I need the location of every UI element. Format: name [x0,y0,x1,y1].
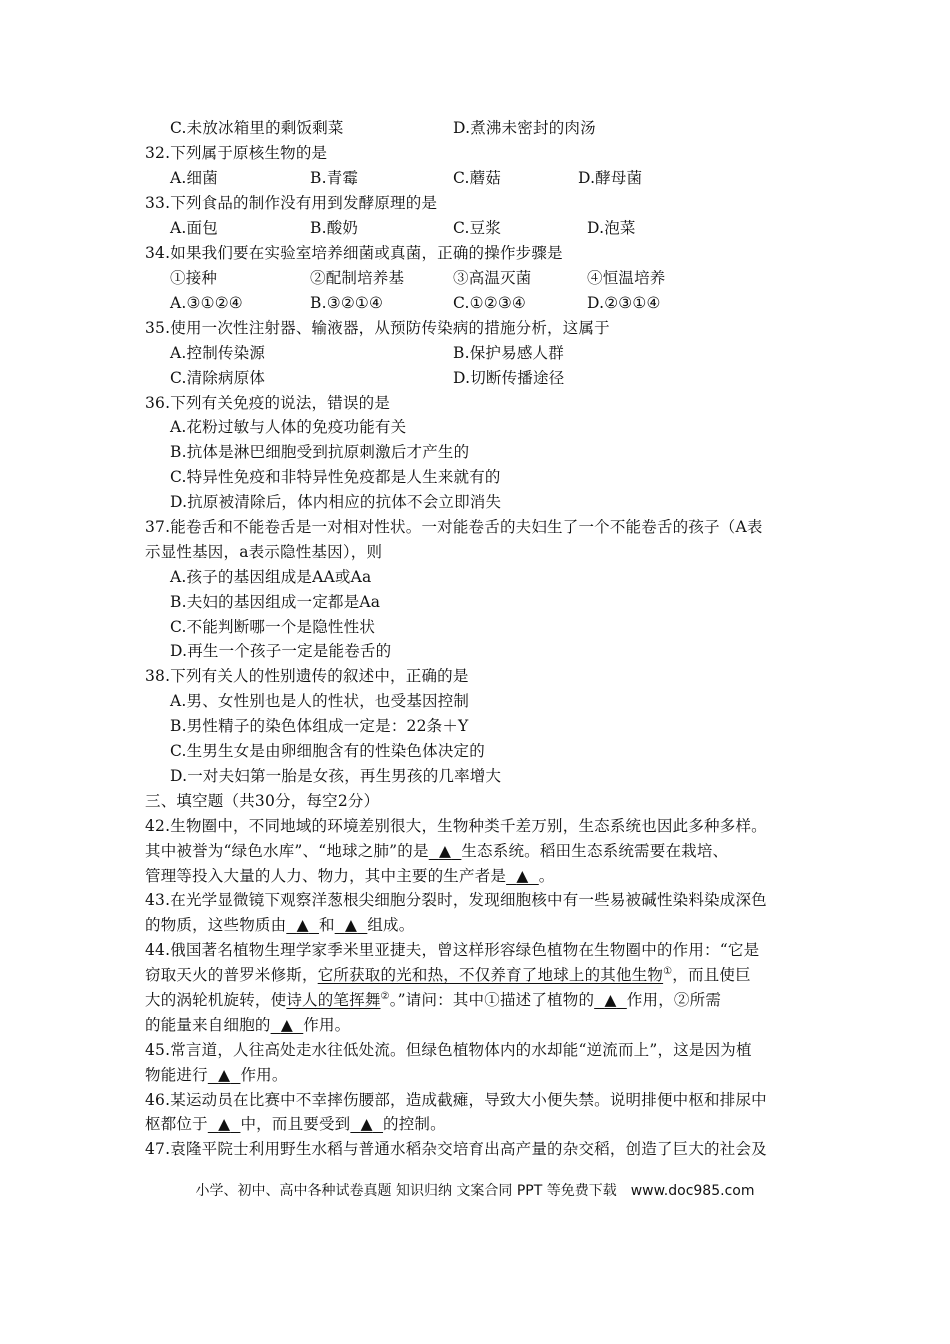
footnote-marker-2: ② [380,990,390,1002]
q33-stem: 33.下列食品的制作没有用到发酵原理的是 [145,194,438,212]
q42-line-3 [145,865,554,887]
q37-stem-line-2: 示显性基因，a表示隐性基因），则 [145,543,383,561]
q43-text: 组成。 [367,916,415,934]
answer-blank [506,867,539,885]
q34-option-b: B.③②①④ [310,294,384,312]
q43-line-2 [145,914,414,936]
q32-options-row [170,167,643,189]
q44-text: 大的涡轮机旋转，使 [145,991,287,1009]
q44-line-3 [145,989,721,1011]
q35-option-c: C.清除病原体 [170,369,266,387]
q35-option-b: B.保护易感人群 [453,344,564,362]
triangle-icon: ▲ [218,1115,231,1133]
q34-step-2: ②配制培养基 [310,269,405,287]
q45-text: 物能进行 [145,1066,208,1084]
q35-stem: 35.使用一次性注射器、输液器，从预防传染病的措施分析，这属于 [145,319,610,337]
q44-text: 作用。 [303,1016,351,1034]
q32-option-c: C.蘑菇 [453,169,502,187]
q42-text: 其中被誉为“绿色水库”、“地球之肺”的是 [145,842,429,860]
q44-line-1: 44.俄国著名植物生理学家季米里亚捷夫，曾这样形容绿色植物在生物圈中的作用：“它是 [145,941,760,959]
triangle-icon: ▲ [438,842,452,860]
answer-blank [335,916,368,934]
triangle-icon: ▲ [280,1016,293,1034]
q34-option-c: C.①②③④ [453,294,527,312]
q45-text: 作用。 [240,1066,288,1084]
q42-text: 。 [538,867,555,885]
q34-step-1: ①接种 [170,269,218,287]
triangle-icon: ▲ [296,916,309,934]
q44-line-2 [145,964,751,986]
q36-option-b: B.抗体是淋巴细胞受到抗原刺激后才产生的 [170,443,470,461]
q35-options-row-1 [170,342,564,364]
q35-option-d: D.切断传播途径 [453,369,565,387]
q44-text: 作用，②所需 [626,991,722,1009]
q44-text: ，而且使巨 [672,966,751,984]
q46-line-1: 46.某运动员在比赛中不幸摔伤腰部，造成截瘫，导致大小便失禁。说明排便中枢和排尿中 [145,1091,767,1109]
q33-options-row [170,217,636,239]
q37-option-d: D.再生一个孩子一定是能卷舌的 [170,642,392,660]
q33-option-a: A.面包 [170,219,218,237]
triangle-icon: ▲ [360,1115,373,1133]
q34-options-row [170,292,661,314]
answer-blank [429,842,462,860]
q36-option-c: C.特异性免疫和非特异性免疫都是人生来就有的 [170,468,501,486]
q46-text: 的控制。 [383,1115,446,1133]
q32-option-b: B.青霉 [310,169,359,187]
q38-option-b: B.男性精子的染色体组成一定是：22条＋Y [170,717,469,735]
q45-line-1: 45.常言道，人往高处走水往低处流。但绿色植物体内的水却能“逆流而上”，这是因为植 [145,1041,752,1059]
q34-option-d: D.②③①④ [587,294,661,312]
q44-text: 。”请问：其中①描述了植物的 [389,991,595,1009]
q32-stem: 32.下列属于原核生物的是 [145,144,328,162]
q33-option-d: D.泡菜 [587,219,636,237]
triangle-icon: ▲ [516,867,529,885]
q36-option-d: D.抗原被清除后，体内相应的抗体不会立即消失 [170,493,502,511]
q43-text: 的物质，这些物质由 [145,916,287,934]
q35-options-row-2 [170,367,565,389]
q44-text: 的能量来自细胞的 [145,1016,271,1034]
triangle-icon: ▲ [344,916,358,934]
answer-blank [594,991,627,1009]
q44-text: 窃取天火的普罗米修斯， [145,966,318,984]
section-heading: 三、填空题（共30分，每空2分） [145,792,380,810]
q47-line-1: 47.袁隆平院士利用野生水稻与普通水稻杂交培育出高产量的杂交稻，创造了巨大的社会及 [145,1140,767,1158]
q37-option-b: B.夫妇的基因组成一定都是Aa [170,593,381,611]
q38-stem: 38.下列有关人的性别遗传的叙述中，正确的是 [145,667,469,685]
q33-option-c: C.豆浆 [453,219,502,237]
q37-option-a: A.孩子的基因组成是AA或Aa [170,568,372,586]
q42-line-2 [145,840,728,862]
q38-option-a: A.男、女性别也是人的性状，也受基因控制 [170,692,470,710]
answer-blank [350,1115,383,1133]
q32-option-d: D.酵母菌 [578,169,643,187]
q46-text: 枢都位于 [145,1115,208,1133]
q44-line-4 [145,1014,350,1036]
q43-line-1: 43.在光学显微镜下观察洋葱根尖细胞分裂时，发现细胞核中有一些易被碱性染料染成深色 [145,891,767,909]
q36-option-a: A.花粉过敏与人体的免疫功能有关 [170,418,407,436]
q44-underlined-quote-2: 诗人的笔挥舞 [286,991,381,1009]
q38-option-c: C.生男生女是由卵细胞含有的性染色体决定的 [170,742,485,760]
q42-line-1: 42.生物圈中，不同地域的环境差别很大，生物种类千差万别，生态系统也因此多种多样。 [145,817,767,835]
q42-text: 生态系统。稻田生态系统需要在栽培、 [461,842,729,860]
q42-text: 管理等投入大量的人力、物力，其中主要的生产者是 [145,867,507,885]
answer-blank [208,1115,241,1133]
q33-option-b: B.酸奶 [310,219,359,237]
q31-option-c: C.未放冰箱里的剩饭剩菜 [170,119,344,137]
answer-blank [286,916,319,934]
q45-line-2 [145,1064,288,1086]
answer-blank [208,1066,241,1084]
q35-option-a: A.控制传染源 [170,344,266,362]
q37-stem-line-1: 37.能卷舌和不能卷舌是一对相对性状。一对能卷舌的夫妇生了一个不能卷舌的孩子（A表 [145,518,763,536]
q34-step-3: ③高温灭菌 [453,269,532,287]
q46-line-2 [145,1113,446,1135]
footnote-marker-1: ① [663,965,673,977]
triangle-icon: ▲ [604,991,617,1009]
q32-option-a: A.细菌 [170,169,218,187]
answer-blank [271,1016,304,1034]
q31-options-row [170,117,596,139]
q43-text: 和 [318,916,335,934]
q34-step-4: ④恒温培养 [587,269,666,287]
q36-stem: 36.下列有关免疫的说法，错误的是 [145,394,391,412]
triangle-icon: ▲ [218,1066,231,1084]
q44-underlined-quote-1: 它所获取的光和热，不仅养育了地球上的其他生物 [317,966,664,984]
page-footer: 小学、初中、高中各种试卷真题 知识归纳 文案合同 PPT 等免费下载 www.doc985.com [195,1183,755,1199]
q34-stem: 34.如果我们要在实验室培养细菌或真菌，正确的操作步骤是 [145,244,563,262]
q34-option-a: A.③①②④ [170,294,243,312]
q38-option-d: D.一对夫妇第一胎是女孩，再生男孩的几率增大 [170,767,502,785]
q46-text: 中，而且要受到 [240,1115,351,1133]
q34-steps-row [170,267,666,289]
q31-option-d: D.煮沸未密封的肉汤 [453,119,596,137]
q37-option-c: C.不能判断哪一个是隐性性状 [170,618,376,636]
